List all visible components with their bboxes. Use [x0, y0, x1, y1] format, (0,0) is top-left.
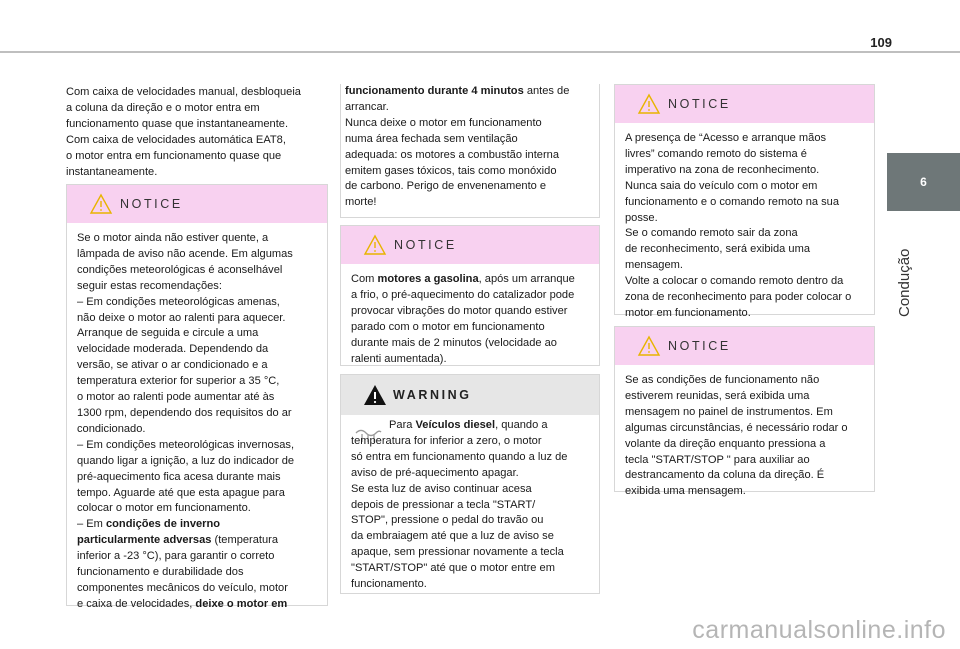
warning-text: [351, 418, 593, 593]
notice-body: Se as condições de funcionamento não estiverem reunidas, será exibida uma mensagem no painel de instrumentos. Em algumas circunstâncias, é necessário rodar o volante da direção enquanto pressiona a tecla "START/STOP " para auxiliar ao destrancamento da coluna da direção. É exibida uma mensagem.: [625, 374, 848, 498]
notice-text: (temperatura inferior a -23 °C), para garantir o correto funcionamento e durabilidade dos componentes mecânicos do veículo, motor e caixa de velocidades,: [77, 534, 288, 610]
notice-text: Com: [351, 273, 378, 285]
notice-title: NOTICE: [668, 97, 731, 111]
warning-title: WARNING: [393, 388, 472, 402]
notice-body: [341, 264, 599, 367]
watermark[interactable]: carmanualsonline.info: [692, 616, 946, 644]
notice-bold-text: motores a gasolina: [377, 273, 479, 285]
caution-outline-icon: [637, 93, 661, 115]
page-number: 109: [870, 35, 892, 50]
notice-box-steering-unlock: [614, 326, 875, 498]
caution-outline-icon: [363, 234, 387, 256]
notice-body: [67, 223, 327, 613]
notice-title: NOTICE: [394, 238, 457, 252]
intro-paragraph: Com caixa de velocidades manual, desbloqueia a coluna da direção e o motor entra em funcionamento quase que instantaneamente. Com caixa de velocidades automática EAT8, o motor entra em funcionamento quase que instantaneamente.: [66, 86, 301, 178]
notice-text: , após um arranque a frio, o pré-aquecimento do catalizador pode provocar vibrações do motor quando estiver parado com o motor em funcionamento durante mais de 2 minutos (velocidade ao ralenti aumentada).: [351, 273, 575, 365]
warning-filled-icon: [363, 384, 387, 406]
notice-bold-text: condições de inverno particularmente adversas: [77, 518, 221, 547]
notice-header: [615, 327, 874, 365]
notice-text: Se o motor ainda não estiver quente, a lâmpada de aviso não acende. Em algumas condições meteorológicas é aconselhável seguir estas recomendações: – Em condições meteorológicas amenas, não deixe o motor ao ralenti para aquecer. Arranque de seguida e circule a uma velocidade moderada. Dependendo da versão, se ativar o ar condicionado e a temperatura exterior for superior a 35 °C, o motor ao ralenti pode aumentar até às 1300 rpm, dependendo dos requisitos do ar condicionado. – Em condições meteorológicas invernosas, quando ligar a ignição, a luz do indicador de pré-aquecimento fica acesa durante mais tempo. Aguarde até que esta apague para colocar o motor em funcionamento. – Em: [77, 232, 295, 531]
continued-text-body: antes de arrancar. Nunca deixe o motor em funcionamento numa área fechada sem ventilação adequada: os motores a combustão interna emitem gases tóxicos, tais como monóxido de carbono. Perigo de envenenamento e morte!: [345, 85, 570, 209]
notice-header: [67, 185, 327, 223]
continued-text: [343, 84, 591, 211]
notice-title: NOTICE: [120, 197, 183, 211]
notice-body: A presença de “Acesso e arranque mãos livres” comando remoto do sistema é imperativo na zona de reconhecimento. Nunca saia do veículo com o motor em funcionamento e o comando remoto na sua posse. Se o comando remoto sair da zona de reconhecimento, será exibida uma mensagem. Volte a colocar o comando remoto dentro da zona de reconhecimento para poder colocar o motor em funcionamento.: [625, 132, 852, 319]
warning-box-diesel: [340, 374, 600, 594]
notice-box-continued: [340, 84, 600, 218]
notice-bold-text: deixe o motor em: [195, 597, 288, 610]
notice-box-engine-warm: [66, 184, 328, 610]
chapter-tab[interactable]: [887, 153, 960, 211]
warning-bold-text: Veículos diesel: [415, 419, 496, 431]
notice-header: [615, 85, 874, 123]
warning-text-body: , quando a temperatura for inferior a zero, o motor só entra em funcionamento quando a luz de aviso de pré-aquecimento apagar. Se esta luz de aviso continuar acesa depois de pressionar a tecla "START/ STOP", pressione o pedal do travão ou da embraiagem até que a luz de aviso se apaque, sem pressionar novamente a tecla "START/STOP" até que o motor entre em funcionamento.: [351, 419, 568, 591]
caution-outline-icon: [637, 335, 661, 357]
notice-title: NOTICE: [668, 339, 731, 353]
caution-outline-icon: [89, 193, 113, 215]
warning-header: [341, 375, 599, 415]
notice-header: [341, 226, 599, 264]
notice-box-keyless: [614, 84, 875, 319]
chapter-number: 6: [920, 175, 927, 189]
chapter-label-wrap: [880, 205, 930, 315]
warning-text-lead: Para: [389, 419, 416, 431]
chapter-title: Condução: [896, 248, 913, 317]
notice-box-gasoline: [340, 225, 600, 366]
header-rule: [0, 51, 960, 53]
continued-bold-text: funcionamento durante 4 minutos: [345, 85, 524, 97]
